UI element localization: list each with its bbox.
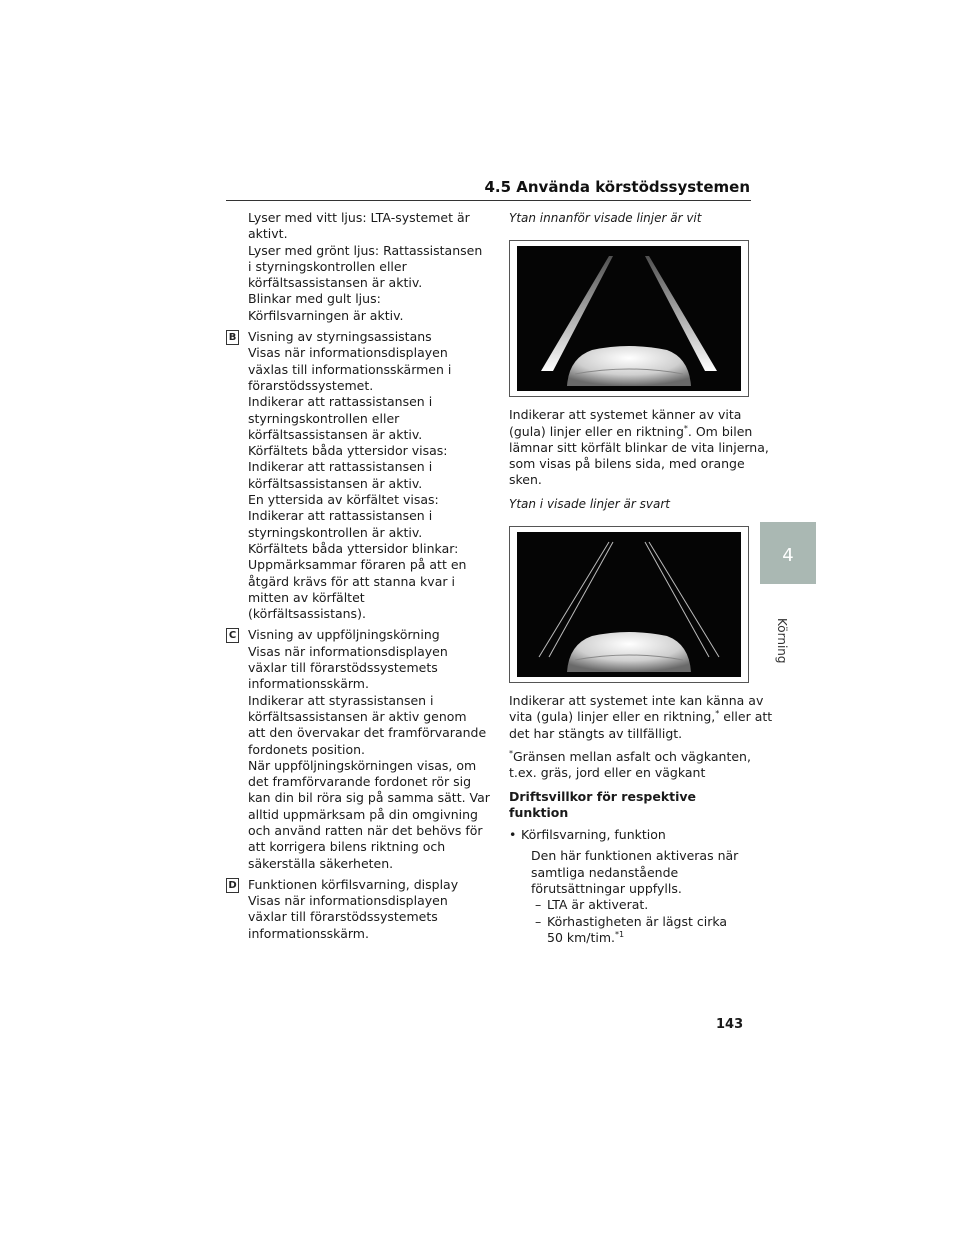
list-item [509,827,754,946]
item-line: det framförvarande fordonet rör sig [248,774,472,790]
item-line: Funktionen körfilsvarning, display [248,876,459,892]
bullet-dot: • [509,827,517,843]
intro-paragraph [248,210,483,324]
bullet-line: samtliga nedanstående [531,864,679,880]
dash-item [521,914,754,930]
intro-line: Blinkar med gult ljus: [248,291,381,307]
item-line: Visas när informationsdisplayen [248,893,448,909]
item-line: Körfältets båda yttersidor visas: [248,443,448,459]
item-line: Körfältets båda yttersidor blinkar: [248,540,459,556]
list-item-b [228,329,473,622]
item-line: Visas när informationsdisplayen [248,643,448,659]
left-column [228,210,490,947]
item-line: När uppföljningskörningen visas, om [248,757,477,773]
footnote: *Gränsen mellan asfalt och vägkanten, t.ex. gräs, jord eller en vägkant [509,748,751,781]
item-line: Indikerar att rattassistansen i [248,394,433,410]
section-title: 4.5 Använda körstödssystemen [484,178,750,196]
bullet-line: Den här funktionen aktiveras när [531,848,739,864]
dash-mark: – [535,913,542,929]
item-marker: B [226,330,239,345]
bullet-line: förutsättningar uppfylls. [531,881,682,897]
item-line: kan din bil röra sig på samma sätt. Var [248,790,490,806]
item-line: åtgärd krävs för att stanna kvar i [248,573,455,589]
item-line: körfältsassistansen är aktiv. [248,426,423,442]
dash-mark: – [535,897,542,913]
item-line: En yttersida av körfältet visas: [248,492,439,508]
item-line: Visning av styrningsassistans [248,329,432,345]
item-line: styrningskontrollen är aktiv. [248,524,423,540]
item-line: Indikerar att rattassistansen i [248,508,433,524]
figure-caption-white: Ytan innanför visade linjer är vit [509,211,702,225]
dash-continuation: 50 km/tim.$^{*1}$ [547,929,625,945]
item-line: och använd ratten när det behövs för [248,822,483,838]
item-line: växlar till förarstödssystemets [248,909,438,925]
conditions-heading: Driftsvillkor för respektive funktion [509,788,697,820]
item-line: Visning av uppföljningskörning [248,627,440,643]
dash-text: Körhastigheten är lägst cirka [547,913,728,929]
item-line: alltid uppmärksam på din omgivning [248,806,478,822]
item-marker: C [226,628,239,643]
item-line: Indikerar att styrassistansen i [248,692,434,708]
list-item-d [228,876,473,942]
lane-display-black-illustration [517,532,741,677]
lane-display-white-illustration [517,246,741,391]
item-line: körfältsassistansen är aktiv genom [248,708,467,724]
item-line: mitten av körfältet [248,589,365,605]
item-line: växlas till informationsskärmen i [248,361,452,377]
item-line: att den övervakar det framförvarande [248,725,487,741]
black-lines-description: Indikerar att systemet inte kan känna av vita (gula) linjer eller en riktning,* eller att det har stängts av tillfälligt. [509,693,773,741]
item-line: fordonets position. [248,741,366,757]
header-divider [226,200,751,201]
list-item-c [228,627,490,871]
intro-line: aktivt. [248,226,288,242]
item-line: informationsskärm. [248,925,369,941]
chapter-number: 4 [782,545,794,566]
bullet-title: Körfilsvarning, funktion [521,827,666,843]
item-line: styrningskontrollen eller [248,410,400,426]
page-number: 143 [716,1017,744,1032]
intro-line: körfältsassistansen är aktiv. [248,275,423,291]
white-lines-description: Indikerar att systemet känner av vita (gula) linjer eller en riktning*. Om bilen lämnar sitt körfält blinkar de vita linjerna, som visas på bilens sida, med orange sken. [509,407,769,488]
dash-text: LTA är aktiverat. [547,897,649,913]
item-line: (körfältsassistans). [248,606,366,622]
item-line: Indikerar att rattassistansen i [248,459,433,475]
right-column [509,210,773,946]
intro-line: Lyser med grönt ljus: Rattassistansen [248,242,483,258]
dash-item [521,897,754,913]
intro-line: Körfilsvarningen är aktiv. [248,307,404,323]
intro-line: i styrningskontrollen eller [248,258,407,274]
figure-lanes-white [509,240,749,397]
item-line: informationsskärm. [248,676,369,692]
item-line: växlar till förarstödssystemets [248,660,438,676]
figure-lanes-black [509,526,749,683]
chapter-label: Körning [775,618,789,664]
item-line: Visas när informationsdisplayen [248,345,448,361]
intro-line: Lyser med vitt ljus: LTA-systemet är [248,210,470,225]
item-line: körfältsassistansen är aktiv. [248,475,423,491]
item-line: Uppmärksammar föraren på att en [248,557,467,573]
item-line: förarstödssystemet. [248,377,374,393]
item-line: att korrigera bilens riktning och [248,839,446,855]
item-marker: D [226,878,239,893]
figure-caption-black: Ytan i visade linjer är svart [509,496,670,511]
item-line: säkerställa säkerheten. [248,855,394,871]
